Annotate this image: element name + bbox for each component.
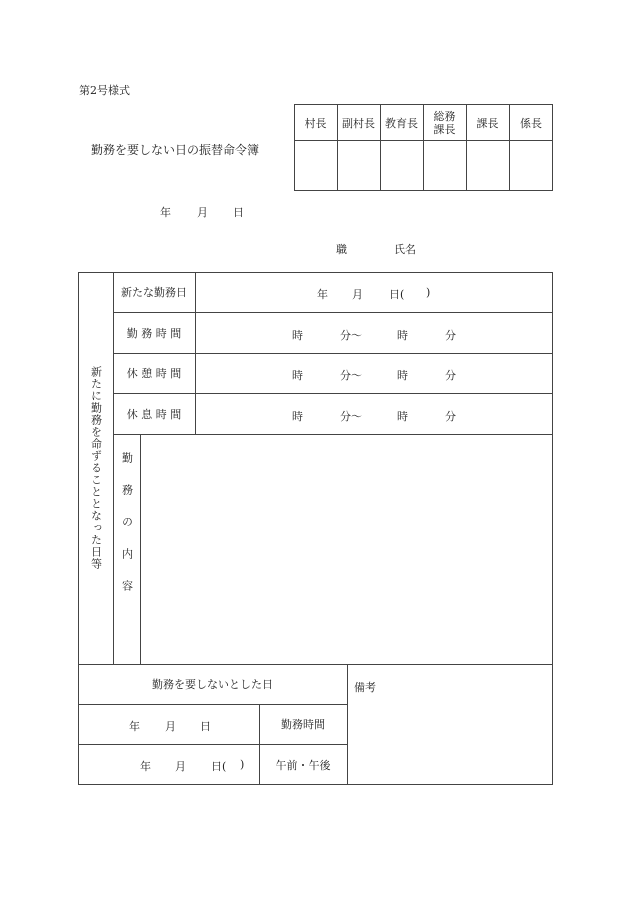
new-work-side-label: 新たに勤務を命ずることとなった日等 (89, 366, 103, 570)
approval-header-kachou: 課長 (476, 116, 499, 130)
off-day-header: 勤務を要しないとした日 (152, 678, 273, 691)
approval-header-kyouikuchou: 教育長 (385, 116, 418, 130)
off-day-hours-label: 勤務時間 (281, 718, 325, 731)
work-content-label: 勤務の内容 (120, 452, 134, 612)
approval-header-sonchou: 村長 (304, 116, 327, 130)
approval-header-soumu-kachou: 総務 課長 (433, 109, 456, 136)
approval-header-fukusonchou: 副村長 (342, 116, 375, 130)
new-work-date-label: 新たな勤務日 (121, 286, 187, 299)
work-hours-label: 勤 務 時 間 (126, 326, 182, 340)
form-title: 勤務を要しない日の振替命令簿 (91, 143, 260, 157)
work-content-area[interactable] (141, 435, 552, 663)
remarks-area[interactable] (348, 698, 552, 784)
approval-header-kakarichou: 係長 (520, 116, 542, 130)
form-number: 第2号様式 (79, 84, 130, 97)
remarks-label: 備考 (354, 681, 376, 694)
rest-time-label: 休 息 時 間 (126, 407, 182, 421)
rest-break-label: 休 憩 時 間 (126, 367, 182, 380)
off-day-ampm: 午前・午後 (275, 758, 331, 772)
